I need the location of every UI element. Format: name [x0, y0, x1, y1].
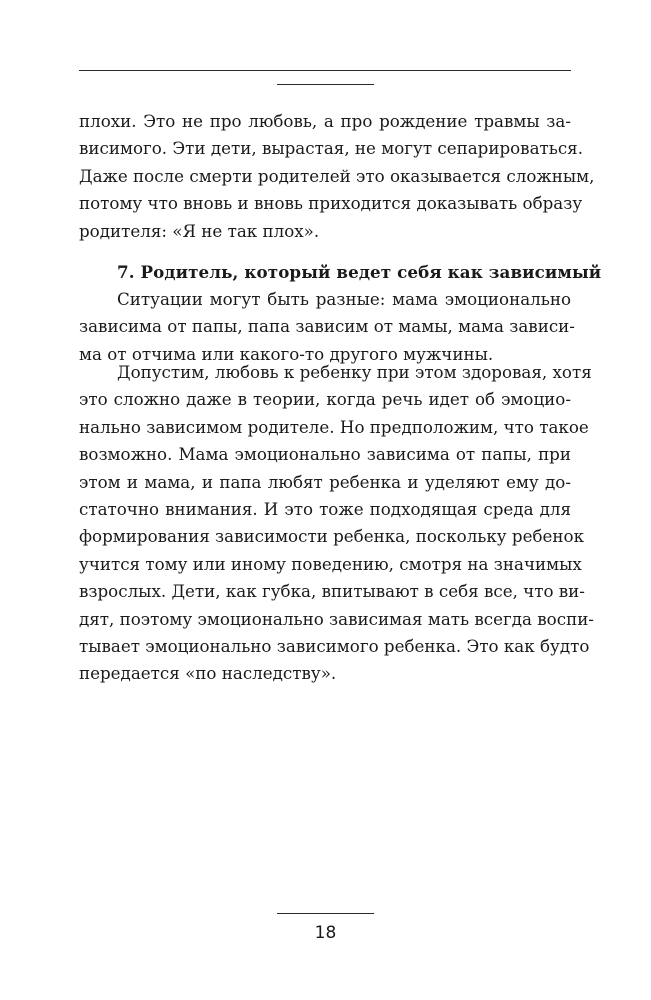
paragraph-line: этом и мама, и папа любят ребенка и уделяют ему до-	[79, 471, 571, 492]
paragraph-line: формирования зависимости ребенка, поскольку ребенок	[79, 526, 585, 547]
header-rule-long	[79, 70, 571, 71]
paragraph-line: передается «по наследству».	[79, 663, 337, 684]
paragraph-line: дят, поэтому эмоционально зависимая мать всегда воспи-	[79, 608, 594, 629]
footer-rule	[277, 913, 374, 914]
header-rule-short	[277, 84, 374, 85]
paragraph-line: ма от отчима или какого-то другого мужчины.	[79, 343, 494, 364]
paragraph-line: Ситуации могут быть разные: мама эмоционально	[117, 289, 571, 309]
paragraph-line: нально зависимом родителе. Но предположим, что такое	[79, 416, 589, 437]
paragraph-line: висимого. Эти дети, вырастая, не могут сепарироваться.	[79, 138, 584, 159]
paragraph-2	[79, 286, 575, 368]
paragraph-line: взрослых. Дети, как губка, впитывают в себя все, что ви-	[79, 581, 585, 602]
paragraph-1	[79, 108, 595, 245]
paragraph-line: учится тому или иному поведению, смотря на значимых	[79, 553, 582, 574]
paragraph-line: это сложно даже в теории, когда речь идет об эмоцио-	[79, 389, 571, 410]
paragraph-line: плохи. Это не про любовь, а про рождение травмы за-	[79, 111, 571, 131]
paragraph-line: тывает эмоционально зависимого ребенка. Это как будто	[79, 635, 590, 656]
paragraph-line: потому что вновь и вновь приходится доказывать образу	[79, 193, 583, 214]
paragraph-line: Даже после смерти родителей это оказывается сложным,	[79, 165, 595, 186]
paragraph-line: возможно. Мама эмоционально зависима от папы, при	[79, 444, 571, 465]
page-number: 18	[314, 923, 337, 943]
paragraph-line: Допустим, любовь к ребенку при этом здоровая, хотя	[117, 362, 592, 382]
paragraph-3	[79, 359, 594, 688]
paragraph-line: статочно внимания. И это тоже подходящая среда для	[79, 498, 571, 519]
paragraph-line: зависима от папы, папа зависим от мамы, мама зависи-	[79, 316, 575, 337]
paragraph-line: родителя: «Я не так плох».	[79, 220, 320, 241]
section-heading: 7. Родитель, который ведет себя как зависимый	[117, 262, 602, 282]
